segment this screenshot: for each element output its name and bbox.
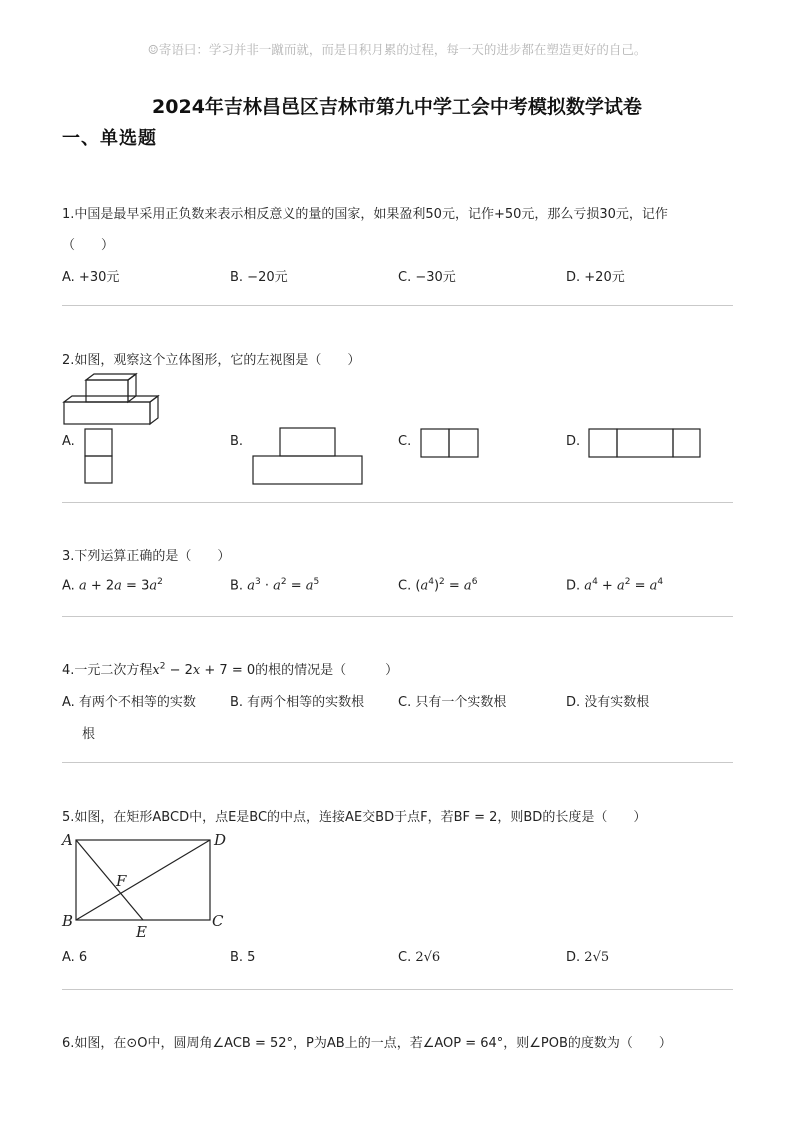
q1-option-b[interactable]: B. −20元 (230, 270, 288, 285)
q2-option-d-figure[interactable] (588, 428, 702, 459)
q5-option-c[interactable] (398, 950, 440, 965)
q5-option-b[interactable]: B. 5 (230, 950, 256, 965)
q2-option-b-label[interactable]: B. (230, 434, 244, 449)
q5-option-c-label: C. (398, 950, 412, 965)
q2-option-b-figure[interactable] (252, 427, 364, 487)
question-1-bracket: （ ） (62, 238, 115, 253)
q5-option-c-value: 2√6 (415, 950, 441, 965)
point-label-c: C (212, 912, 224, 930)
q3-option-d[interactable]: D. $a^4 + a^2 = a^4$ (566, 577, 664, 594)
divider (62, 989, 733, 990)
point-label-b: B (62, 912, 74, 930)
q2-option-a-label[interactable]: A. (62, 434, 75, 449)
point-label-e: E (136, 923, 147, 941)
q2-option-d-label[interactable]: D. (566, 434, 581, 449)
q2-option-a-figure[interactable] (84, 428, 114, 486)
divider (62, 762, 733, 763)
question-1-stem: 1.中国是最早采用正负数来表示相反意义的量的国家，如果盈利50元，记作+50元，那么亏损30元，记作 (62, 207, 668, 222)
question-4-stem: 4.一元二次方程$x^2 - 2x + 7 = 0$的根的情况是（ ） (62, 661, 399, 678)
q4-option-a[interactable]: A. 有两个不相等的实数 (62, 695, 196, 710)
question-2-stem: 2.如图，观察这个立体图形，它的左视图是（ ） (62, 353, 361, 368)
q4-option-b[interactable]: B. 有两个相等的实数根 (230, 695, 365, 710)
q3-option-b[interactable]: B. $a^3 \cdot a^2 = a^5$ (230, 577, 320, 594)
question-6-stem: 6.如图，在⊙O中，圆周角∠ACB = 52°，P为AB上的一点，若∠AOP = 64°，则∠POB的度数为（ ） (62, 1036, 672, 1051)
q1-option-c[interactable]: C. −30元 (398, 270, 456, 285)
point-label-d: D (214, 831, 227, 849)
motto-banner: ☺寄语曰：学习并非一蹴而就，而是日积月累的过程，每一天的进步都在塑造更好的自己。 (147, 42, 647, 57)
rectangle-abcd-diagram (58, 826, 238, 942)
q2-option-c-figure[interactable] (420, 428, 480, 459)
q3-option-d-label: D. (566, 578, 581, 594)
q5-option-d-value: 2√5 (584, 950, 610, 965)
q5-option-a[interactable]: A. 6 (62, 950, 88, 965)
point-label-f: F (116, 872, 127, 890)
q4-option-a-wrap[interactable]: 根 (82, 727, 96, 742)
q3-option-c[interactable]: C. $(a^4)^2 = a^6$ (398, 577, 478, 594)
question-5-stem: 5.如图，在矩形ABCD中，点E是BC的中点，连接AE交BD于点F，若BF = 2，则BD的长度是（ ） (62, 810, 647, 825)
divider (62, 502, 733, 503)
q5-option-d-label: D. (566, 950, 581, 965)
divider (62, 616, 733, 617)
q5-option-d[interactable] (566, 950, 609, 965)
q3-option-b-label: B. (230, 578, 244, 594)
page-title: 2024年吉林昌邑区吉林市第九中学工会中考模拟数学试卷 (152, 96, 642, 118)
solid-figure-diagram (60, 370, 164, 426)
q1-option-a[interactable]: A. +30元 (62, 270, 120, 285)
divider (62, 305, 733, 306)
question-3-stem: 3.下列运算正确的是（ ） (62, 549, 231, 564)
q4-option-d[interactable]: D. 没有实数根 (566, 695, 650, 710)
q1-option-d[interactable]: D. +20元 (566, 270, 625, 285)
section-heading: 一、单选题 (62, 128, 157, 149)
q3-option-a-label: A. (62, 578, 75, 594)
q3-option-c-label: C. (398, 578, 412, 594)
q2-option-c-label[interactable]: C. (398, 434, 412, 449)
q3-option-a[interactable]: A. $a + 2a = 3a^2$ (62, 577, 163, 594)
q4-option-c[interactable]: C. 只有一个实数根 (398, 695, 507, 710)
point-label-a: A (62, 831, 73, 849)
